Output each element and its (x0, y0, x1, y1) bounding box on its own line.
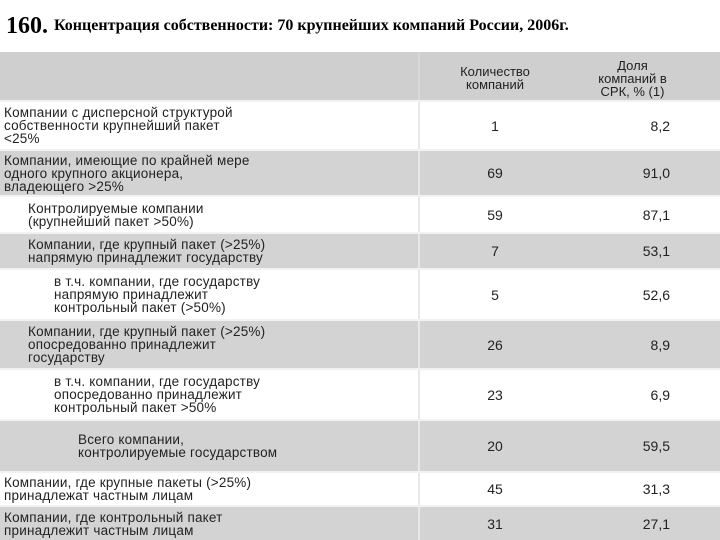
row-divider (418, 270, 420, 319)
table-row (0, 149, 720, 195)
row-count: 59 (487, 206, 503, 223)
slide-title (0, 0, 720, 52)
row-count: 31 (487, 515, 503, 532)
row-share: 6,9 (650, 386, 670, 403)
row-label: Всего компании, контролируемые государством (78, 432, 278, 460)
header-company-count: Количество компаний (460, 64, 530, 92)
row-count: 26 (487, 336, 503, 353)
row-divider (418, 321, 420, 368)
slide-title-text: Концентрация собственности: 70 крупнейших компаний России, 2006г. (54, 17, 569, 34)
row-share: 27,1 (642, 515, 670, 532)
row-share: 53,1 (642, 243, 670, 259)
row-count: 7 (491, 243, 499, 259)
row-count: 5 (491, 286, 499, 303)
row-label: Компании, где контрольный пакет принадлежит частным лицам (4, 509, 223, 538)
row-count: 23 (487, 386, 503, 403)
row-divider (418, 151, 420, 195)
row-divider (418, 473, 420, 505)
row-divider (418, 102, 420, 149)
row-count: 45 (487, 481, 503, 497)
row-count: 1 (491, 117, 499, 134)
row-label: Компании, где крупный пакет (>25%) напрямую принадлежит государству (28, 237, 266, 265)
ownership-table (0, 52, 720, 540)
row-label: в т.ч. компании, где государству напрямую принадлежит контрольный пакет (>50%) (54, 274, 261, 315)
row-divider (418, 421, 420, 471)
table-row (0, 100, 720, 149)
row-label: в т.ч. компании, где государству опосредованно принадлежит контрольный пакет >50% (54, 374, 261, 415)
row-divider (418, 197, 420, 232)
table-row (0, 319, 720, 368)
row-share: 31,3 (642, 481, 670, 497)
table-header (0, 52, 720, 100)
row-label: Компании, где крупные пакеты (>25%) принадлежат частным лицам (4, 475, 252, 503)
table-row (0, 268, 720, 319)
row-label: Компании, имеющие по крайней мере одного крупного акционера, владеющего >25% (4, 152, 250, 194)
table-row (0, 368, 720, 419)
row-label: Компании, где крупный пакет (>25%) опосредованно принадлежит государству (28, 324, 266, 365)
row-share: 8,9 (650, 336, 670, 353)
table-row (0, 195, 720, 232)
row-divider (418, 234, 420, 268)
row-divider (418, 370, 420, 419)
row-share: 87,1 (642, 206, 670, 223)
row-label: Контролируемые компании (крупнейший пакет >50%) (28, 200, 204, 229)
header-divider (418, 52, 420, 100)
row-share: 59,5 (642, 438, 670, 454)
row-share: 91,0 (642, 165, 670, 181)
row-share: 52,6 (642, 286, 670, 303)
table-row (0, 505, 720, 540)
row-count: 69 (487, 165, 503, 181)
row-share: 8,2 (650, 117, 670, 134)
table-row (0, 419, 720, 471)
row-label: Компании с дисперсной структурой собственности крупнейший пакет <25% (4, 105, 233, 146)
row-divider (418, 507, 420, 540)
table-row (0, 232, 720, 268)
row-count: 20 (487, 438, 503, 454)
header-company-share: Доля компаний в СРК, % (1) (598, 57, 667, 99)
table-row (0, 471, 720, 505)
slide-number: 160. (6, 12, 48, 39)
